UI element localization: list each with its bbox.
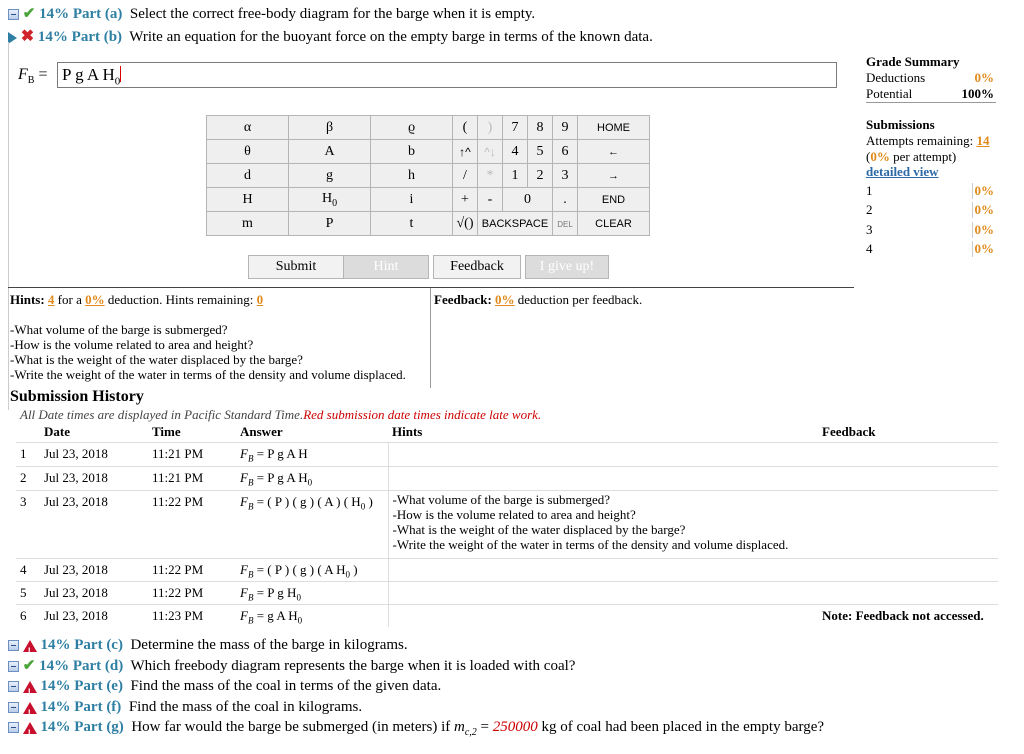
part-label: Part (g) — [74, 719, 124, 735]
key-H0[interactable]: $H_0$ — [289, 188, 371, 212]
hint-item: -What is the weight of the water displaced by the barge? — [10, 352, 303, 367]
part-e-row[interactable] — [8, 676, 441, 696]
hints-feedback-panel — [8, 287, 854, 387]
hints-list — [10, 322, 406, 382]
part-percent: 14% — [40, 719, 71, 735]
key-2[interactable]: 2 — [528, 164, 553, 188]
header-hints: Hints — [392, 424, 423, 440]
key-3[interactable]: 3 — [553, 164, 578, 188]
grade-summary-title: Grade Summary — [866, 54, 960, 69]
key-theta[interactable]: θ — [207, 140, 289, 164]
expand-toggle-icon[interactable] — [8, 9, 19, 20]
feedback-button[interactable]: Feedback — [433, 255, 521, 279]
hint-item: -Write the weight of the water in terms of the density and volume displaced. — [392, 536, 789, 552]
table-row: 5 Jul 23, 2018 11:22 PM $F_B = P$ g $H_0$ — [16, 581, 998, 604]
part-text: How far would the barge be submerged (in meters) if — [131, 719, 451, 735]
warning-icon — [23, 640, 37, 652]
part-text: Which freebody diagram represents the barge when it is loaded with coal? — [130, 658, 576, 674]
key-sqrt[interactable]: √() — [453, 212, 478, 236]
part-percent: 14% — [39, 6, 70, 22]
part-percent: 14% — [40, 678, 71, 694]
key-4[interactable]: 4 — [503, 140, 528, 164]
table-row: 1 Jul 23, 2018 11:21 PM $F_B = P$ g A H — [16, 442, 998, 466]
part-percent: 14% — [40, 637, 71, 653]
key-home[interactable]: HOME — [578, 116, 650, 140]
key-beta[interactable]: β — [289, 116, 371, 140]
key-g[interactable]: g — [289, 164, 371, 188]
part-label: Part (a) — [72, 6, 123, 22]
key-6[interactable]: 6 — [553, 140, 578, 164]
key-P[interactable]: P — [289, 212, 371, 236]
hint-item: -What is the weight of the water displaced by the barge? — [392, 521, 686, 537]
key-m[interactable]: m — [207, 212, 289, 236]
key-8[interactable]: 8 — [528, 116, 553, 140]
key-multiply[interactable]: * — [478, 164, 503, 188]
key-alpha[interactable]: α — [207, 116, 289, 140]
part-text: Write an equation for the buoyant force on the empty barge in terms of the known data. — [129, 29, 653, 45]
submission-row: 4 0% — [866, 241, 994, 256]
expand-toggle-icon[interactable] — [8, 640, 19, 651]
feedback-header: Feedback: 0% deduction per feedback. — [434, 292, 643, 307]
key-right-arrow[interactable]: → — [578, 164, 650, 188]
feedback-note: Note: Feedback not accessed. — [818, 604, 998, 627]
hint-item: -How is the volume related to area and height? — [10, 337, 254, 352]
key-d[interactable]: d — [207, 164, 289, 188]
header-date: Date — [44, 424, 70, 440]
part-text: Determine the mass of the barge in kilograms. — [130, 637, 408, 653]
submission-row: 1 0% — [866, 183, 994, 198]
part-percent: 14% — [37, 29, 68, 45]
part-label: Part (f) — [74, 699, 122, 715]
key-superscript[interactable]: ↑^ — [453, 140, 478, 164]
part-a-row[interactable] — [8, 4, 535, 24]
hint-button[interactable]: Hint — [343, 255, 429, 279]
hints-header: Hints: 4 for a 0% deduction. Hints remaining: 0 — [10, 292, 264, 307]
warning-icon — [23, 722, 37, 734]
key-clear[interactable]: CLEAR — [578, 212, 650, 236]
part-text: Select the correct free-body diagram for the barge when it is empty. — [129, 6, 536, 22]
key-decimal[interactable]: . — [553, 188, 578, 212]
submissions-title: Submissions — [866, 117, 935, 132]
submission-history-title: Submission History — [10, 388, 144, 405]
key-del[interactable]: DEL — [557, 219, 573, 229]
part-label: Part (e) — [74, 678, 123, 694]
key-0[interactable]: 0 — [503, 188, 553, 212]
key-close-paren[interactable]: ) — [478, 116, 503, 140]
part-text: Find the mass of the coal in terms of the given data. — [130, 678, 442, 694]
table-row: 6 Jul 23, 2018 11:23 PM $F_B = g$ A $H_0$ Note: Feedback not accessed. — [16, 604, 998, 627]
part-d-row[interactable] — [8, 656, 575, 676]
header-time: Time — [152, 424, 181, 440]
submit-button[interactable]: Submit — [248, 255, 344, 279]
attempts-remaining: Attempts remaining: 14 — [866, 133, 990, 148]
submission-history-table — [16, 423, 998, 627]
key-plus[interactable]: + — [453, 188, 478, 212]
key-left-arrow[interactable]: ← — [578, 140, 650, 164]
checkmark-icon: ✔ — [22, 6, 36, 22]
answer-lhs: $F_B$ = — [18, 66, 48, 87]
key-t[interactable]: t — [371, 212, 453, 236]
part-g-row[interactable]: ! 14% Part (g) How far would the barge be submerged (in meters) if $m_{c,2} = 250000$ kg of coal had been placed in the empty barge? — [8, 717, 824, 737]
warning-icon — [23, 702, 37, 714]
key-H[interactable]: H — [207, 188, 289, 212]
part-f-row[interactable] — [8, 697, 362, 717]
symbol-keypad — [206, 115, 650, 236]
detailed-view-link[interactable]: detailed view — [866, 164, 939, 179]
submission-row: 3 0% — [866, 222, 994, 237]
hint-item: -Write the weight of the water in terms of the density and volume displaced. — [10, 367, 406, 382]
grade-summary — [866, 54, 996, 70]
part-percent: 14% — [40, 699, 71, 715]
part-label: Part (b) — [71, 29, 123, 45]
key-open-paren[interactable]: ( — [453, 116, 478, 140]
hint-item: -What volume of the barge is submerged? — [392, 491, 611, 507]
key-divide[interactable]: / — [453, 164, 478, 188]
key-h[interactable]: h — [371, 164, 453, 188]
expand-toggle-icon[interactable] — [8, 722, 19, 733]
part-text: Find the mass of the coal in kilograms. — [128, 699, 363, 715]
part-label: Part (d) — [72, 658, 124, 674]
answer-input[interactable]: P g A $H_0$ — [57, 62, 837, 88]
coal-mass-value: 250000 — [492, 719, 538, 735]
text-cursor — [120, 66, 121, 82]
key-1[interactable]: 1 — [503, 164, 528, 188]
deductions-row: Deductions 0% — [866, 70, 994, 85]
key-5[interactable]: 5 — [528, 140, 553, 164]
give-up-button[interactable]: I give up! — [525, 255, 609, 279]
part-c-row[interactable] — [8, 635, 408, 655]
key-backspace[interactable]: BACKSPACE — [478, 212, 553, 236]
warning-icon — [23, 681, 37, 693]
checkmark-icon: ✔ — [22, 658, 36, 674]
header-answer: Answer — [240, 424, 283, 440]
part-label: Part (c) — [74, 637, 123, 653]
table-row: 2 Jul 23, 2018 11:21 PM $F_B = P$ g A $H_0$ — [16, 466, 998, 490]
key-i[interactable]: i — [371, 188, 453, 212]
hint-item: -How is the volume related to area and height? — [392, 506, 636, 522]
key-7[interactable]: 7 — [503, 116, 528, 140]
key-end[interactable]: END — [578, 188, 650, 212]
cross-icon: ✖ — [20, 28, 35, 45]
header-feedback: Feedback — [822, 424, 876, 440]
expand-toggle-icon[interactable] — [8, 661, 19, 672]
expand-toggle-icon[interactable] — [8, 681, 19, 692]
expand-toggle-icon[interactable] — [8, 702, 19, 713]
table-row: 3 Jul 23, 2018 11:22 PM $F_B$ = ( P ) ( g ) ( A ) ( $H_0$ ) -What volume of the barge is submerged? -How is the volume related to area and height? -What is the weight of the water displaced by the barge? -Write the weight of the water in terms of the density and volume displaced. — [16, 490, 998, 558]
table-row: 4 Jul 23, 2018 11:22 PM $F_B$ = ( P ) ( g ) ( A $H_0$ ) — [16, 558, 998, 581]
key-subscript[interactable]: ^↓ — [478, 140, 503, 164]
key-rho[interactable]: ϱ — [371, 116, 453, 140]
part-percent: 14% — [39, 658, 70, 674]
timezone-note: All Date times are displayed in Pacific Standard Time.Red submission date times indicate late work. — [20, 407, 542, 422]
key-A[interactable]: A — [289, 140, 371, 164]
key-9[interactable]: 9 — [553, 116, 578, 140]
submission-row: 2 0% — [866, 202, 994, 217]
key-minus[interactable]: - — [478, 188, 503, 212]
potential-row: Potential 100% — [866, 86, 994, 101]
hint-item: -What volume of the barge is submerged? — [10, 322, 228, 337]
key-b[interactable]: b — [371, 140, 453, 164]
per-attempt: (0% per attempt) — [866, 149, 957, 164]
